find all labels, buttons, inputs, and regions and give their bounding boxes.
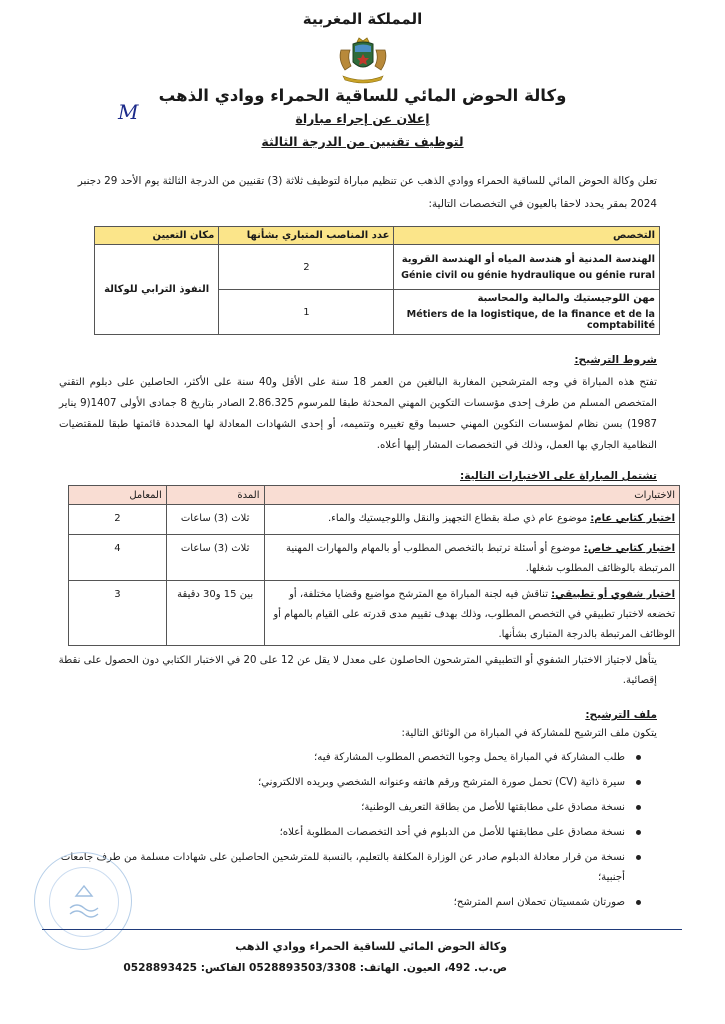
footer-address: ص.ب. 492، العيون. الهاتف: 0528893503/3308 الفاكس: 0528893425 xyxy=(123,962,507,974)
list-item xyxy=(55,823,641,843)
footer-agency: وكالة الحوض المائي للساقية الحمراء ووادي الذهب xyxy=(235,940,507,953)
list-item xyxy=(55,848,641,888)
duration-cell: بين 15 و30 دقيقة xyxy=(166,581,264,646)
bullet-icon xyxy=(636,855,641,860)
footer-divider xyxy=(42,929,682,930)
specialty-cell xyxy=(394,245,660,290)
exams-header-row xyxy=(69,486,680,505)
specialty-fr: Métiers de la logistique, de la finance et de la comptabilité xyxy=(406,309,655,331)
document-text: سيرة ذاتية (CV) تحمل صورة المترشح ورقم هاتفه وعنوانه الشخصي وبريده الالكتروني؛ xyxy=(257,777,625,788)
handwritten-initials: M xyxy=(118,100,139,124)
exam-cell xyxy=(264,581,679,646)
specialty-cell xyxy=(394,290,660,335)
application-file-intro: يتكون ملف الترشيح للمشاركة في المباراة من الوثائق التالية: xyxy=(401,728,657,739)
exam-description: موضوع عام ذي صلة بقطاع التجهيز والنقل واللوجيستيك والماء. xyxy=(327,513,591,524)
exam-description: موضوع أو أسئلة ترتبط بالتخصص المطلوب أو بالمهام والمهارات المهنية المرتبطة بالوظائف المطلوب شغلها. xyxy=(285,543,675,574)
bullet-icon xyxy=(636,755,641,760)
pass-note: يتأهل لاجتياز الاختبار الشفوي أو التطبيقي المترشحون الحاصلون على معدل لا يقل عن 12 على 20 في الاختبار الكتابي دون الحصول على نقطة إقصائية. xyxy=(58,655,657,686)
application-file-heading: ملف الترشيح: xyxy=(585,709,657,721)
coefficient-cell: 2 xyxy=(69,505,167,535)
bullet-icon xyxy=(636,805,641,810)
conditions-heading: شروط الترشيح: xyxy=(574,354,657,366)
header-specialty: التخصص xyxy=(394,227,660,245)
table-row xyxy=(95,245,660,290)
exams-heading: تشتمل المباراة على الاختبارات التالية: xyxy=(460,470,657,482)
exam-cell xyxy=(264,535,679,581)
duration-cell: ثلاث (3) ساعات xyxy=(166,535,264,581)
list-item xyxy=(55,893,641,913)
agency-title: وكالة الحوض المائي للساقية الحمراء ووادي الذهب xyxy=(158,86,567,105)
specialty-fr: Génie civil ou génie hydraulique ou génie rural xyxy=(401,269,655,281)
document-text: طلب المشاركة في المباراة يحمل وجوبا التخصص المطلوب المشاركة فيه؛ xyxy=(314,752,625,763)
header-coefficient: المعامل xyxy=(69,486,167,505)
list-item xyxy=(55,748,641,768)
exams-table xyxy=(68,485,680,646)
coefficient-cell: 3 xyxy=(69,581,167,646)
document-text: نسخة مصادق على مطابقتها للأصل من الدبلوم في أحد التخصصات المطلوبة أعلاه؛ xyxy=(279,827,625,838)
table-row xyxy=(69,581,680,646)
bullet-icon xyxy=(636,900,641,905)
bullet-icon xyxy=(636,780,641,785)
stamp-inner-ring xyxy=(49,867,119,937)
header-count: عدد المناصب المتباري بشأنها xyxy=(219,227,394,245)
header-location: مكان التعيين xyxy=(95,227,219,245)
exam-name: اختبار كتابي عام: xyxy=(590,513,675,524)
header-duration: المدة xyxy=(166,486,264,505)
list-item xyxy=(55,798,641,818)
exam-name: اختبار شفوي أو تطبيقي: xyxy=(551,589,675,600)
positions-table xyxy=(94,226,660,335)
subject-title: لتوظيف تقنيين من الدرجة الثالثة xyxy=(261,134,464,149)
table-row xyxy=(69,535,680,581)
documents-list xyxy=(55,748,641,918)
duration-cell: ثلاث (3) ساعات xyxy=(166,505,264,535)
conditions-paragraph: تفتح هذه المباراة في وجه المترشحين المغاربة البالغين من العمر 18 سنة على الأقل و40 سنة على الأكثر، الحاصلين على دبلوم التقني المتخصص المسلم من طرف إحدى مؤسسات التكوين المهني المحدثة طبقا للمرسوم 2.86.325 الصادر بتاريخ 8 جمادى الأولى 1407(9 يناير 1987) بسن نظام لمؤسسات التكوين المهني حسبما وقع تغييره وتتميمه، أو إحدى الشهادات المعادلة لها المحددة قائمتها طبقا للمقتضيات النظامية الجاري بها العمل، وذلك في التخصصات المشار إليها أعلاه. xyxy=(59,377,658,451)
positions-header-row xyxy=(95,227,660,245)
header-exams: الاختبارات xyxy=(264,486,679,505)
location-cell: النفوذ الترابي للوكالة xyxy=(95,245,219,335)
exam-name: اختبار كتابي خاص: xyxy=(583,543,675,554)
exam-description: تناقش فيه لجنة المباراة مع المترشح مواضيع وقضايا مختلفة، أو تخضعه لاختبار تطبيقي في التخصص المطلوب، وذلك بهدف تقييم مدى قدرته على القيام بالمهام أو الوظائف المرتبطة بالدرجة المتبارى بشأنها. xyxy=(273,589,675,640)
bullet-icon xyxy=(636,830,641,835)
intro-paragraph: تعلن وكالة الحوض المائي للساقية الحمراء ووادي الذهب عن تنظيم مباراة لتوظيف ثلاثة (3) تقنيين من الدرجة الثالثة يوم الأحد 29 دجنبر 2024 بمقر يحدد لاحقا بالعيون في التخصصات التالية: xyxy=(77,175,657,210)
document-text: نسخة من قرار معادلة الدبلوم صادر عن الوزارة المكلفة بالتعليم، بالنسبة للمترشحين الحاصلين على شهادات مسلمة من طرف جامعات أجنبية؛ xyxy=(60,852,625,883)
count-cell: 1 xyxy=(219,290,394,335)
table-row xyxy=(69,505,680,535)
document-text: صورتان شمسيتان تحملان اسم المترشح؛ xyxy=(453,897,625,908)
list-item xyxy=(55,773,641,793)
document-text: نسخة مصادق على مطابقتها للأصل من بطاقة التعريف الوطنية؛ xyxy=(361,802,625,813)
agency-stamp-icon xyxy=(34,852,132,950)
announcement-title: إعلان عن إجراء مباراة xyxy=(295,111,430,126)
specialty-ar: مهن اللوجيستيك والمالية والمحاسبة xyxy=(477,293,655,304)
exam-cell xyxy=(264,505,679,535)
kingdom-title: المملكة المغربية xyxy=(302,10,423,28)
coefficient-cell: 4 xyxy=(69,535,167,581)
specialty-ar: الهندسة المدنية أو هندسة المياه أو الهندسة القروية xyxy=(401,253,655,265)
coat-of-arms-icon xyxy=(335,36,391,84)
count-cell: 2 xyxy=(219,245,394,290)
